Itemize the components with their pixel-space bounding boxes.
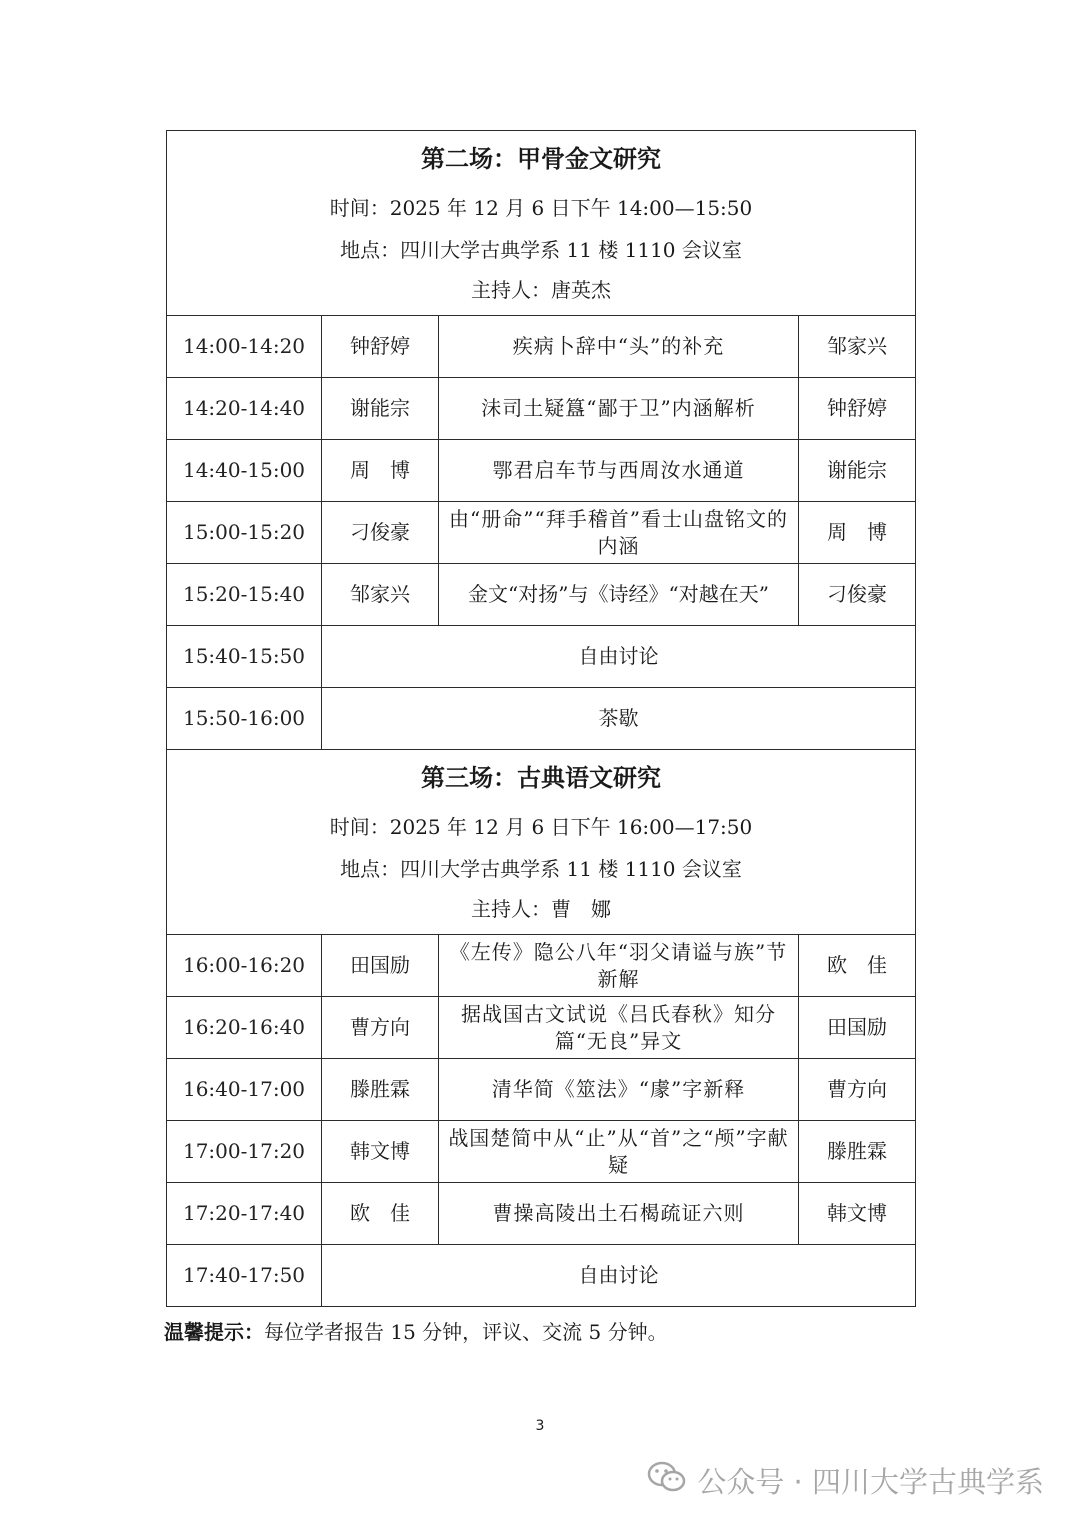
wechat-icon	[647, 1460, 697, 1501]
table-row	[167, 440, 916, 502]
slot-time: 15:00-15:20	[167, 502, 322, 564]
reviewer-name: 曹方向	[799, 1059, 916, 1121]
speaker-name: 滕胜霖	[322, 1059, 439, 1121]
discussion-row	[167, 1245, 916, 1307]
session-2-title: 第二场：甲骨金文研究	[421, 144, 661, 173]
table-row	[167, 378, 916, 440]
reminder-text: 每位学者报告 15 分钟，评议、交流 5 分钟。	[264, 1320, 668, 1344]
break-label: 茶歇	[322, 688, 916, 750]
talk-topic: 由“册命”“拜手稽首”看士山盘铭文的内涵	[439, 502, 799, 564]
slot-time: 16:00-16:20	[167, 935, 322, 997]
talk-topic: 鄂君启车节与西周汝水通道	[439, 440, 799, 502]
table-row	[167, 935, 916, 997]
talk-topic: 沬司土疑簋“鄙于卫”内涵解析	[439, 378, 799, 440]
reviewer-name: 刁俊豪	[799, 564, 916, 626]
reviewer-name: 韩文博	[799, 1183, 916, 1245]
slot-time: 15:50-16:00	[167, 688, 322, 750]
talk-topic: 据战国古文试说《吕氏春秋》知分篇“无良”异文	[439, 997, 799, 1059]
session-3-host: 主持人：曹 娜	[471, 897, 611, 921]
slot-time: 15:40-15:50	[167, 626, 322, 688]
talk-topic: 金文“对扬”与《诗经》“对越在天”	[439, 564, 799, 626]
talk-topic: 《左传》隐公八年“羽父请谥与族”节新解	[439, 935, 799, 997]
session-2-header	[167, 131, 916, 316]
slot-time: 17:40-17:50	[167, 1245, 322, 1307]
discussion-label: 自由讨论	[322, 1245, 916, 1307]
table-row	[167, 316, 916, 378]
slot-time: 16:40-17:00	[167, 1059, 322, 1121]
break-row	[167, 688, 916, 750]
watermark	[647, 1460, 1044, 1501]
page-number: 3	[535, 1418, 545, 1434]
speaker-name: 曹方向	[322, 997, 439, 1059]
slot-time: 15:20-15:40	[167, 564, 322, 626]
speaker-name: 田国励	[322, 935, 439, 997]
slot-time: 16:20-16:40	[167, 997, 322, 1059]
table-row	[167, 997, 916, 1059]
table-row	[167, 1183, 916, 1245]
talk-topic: 清华简《筮法》“豦”字新释	[439, 1059, 799, 1121]
slot-time: 14:00-14:20	[167, 316, 322, 378]
table-row	[167, 502, 916, 564]
reviewer-name: 谢能宗	[799, 440, 916, 502]
slot-time: 14:40-15:00	[167, 440, 322, 502]
speaker-name: 邹家兴	[322, 564, 439, 626]
speaker-name: 刁俊豪	[322, 502, 439, 564]
reviewer-name: 欧 佳	[799, 935, 916, 997]
speaker-name: 谢能宗	[322, 378, 439, 440]
reviewer-name: 钟舒婷	[799, 378, 916, 440]
talk-topic: 曹操高陵出土石楬疏证六则	[439, 1183, 799, 1245]
session-3-time: 时间：2025 年 12 月 6 日下午 16:00—17:50	[329, 815, 753, 839]
session-3-title: 第三场：古典语文研究	[421, 763, 661, 792]
discussion-row	[167, 626, 916, 688]
reminder-label: 温馨提示：	[164, 1320, 264, 1344]
speaker-name: 钟舒婷	[322, 316, 439, 378]
reviewer-name: 滕胜霖	[799, 1121, 916, 1183]
speaker-name: 韩文博	[322, 1121, 439, 1183]
table-row	[167, 1059, 916, 1121]
slot-time: 14:20-14:40	[167, 378, 322, 440]
watermark-text: 公众号 · 四川大学古典学系	[697, 1465, 1044, 1499]
reminder-note	[164, 1316, 668, 1345]
slot-time: 17:00-17:20	[167, 1121, 322, 1183]
discussion-label: 自由讨论	[322, 626, 916, 688]
speaker-name: 欧 佳	[322, 1183, 439, 1245]
table-row	[167, 564, 916, 626]
reviewer-name: 邹家兴	[799, 316, 916, 378]
table-row	[167, 1121, 916, 1183]
speaker-name: 周 博	[322, 440, 439, 502]
session-3-place: 地点：四川大学古典学系 11 楼 1110 会议室	[340, 857, 742, 881]
session-2-time: 时间：2025 年 12 月 6 日下午 14:00—15:50	[329, 196, 753, 220]
session-2-host: 主持人：唐英杰	[471, 278, 611, 302]
slot-time: 17:20-17:40	[167, 1183, 322, 1245]
talk-topic: 疾病卜辞中“头”的补充	[439, 316, 799, 378]
session-3-header	[167, 750, 916, 935]
session-2-place: 地点：四川大学古典学系 11 楼 1110 会议室	[340, 238, 742, 262]
reviewer-name: 田国励	[799, 997, 916, 1059]
reviewer-name: 周 博	[799, 502, 916, 564]
talk-topic: 战国楚简中从“止”从“首”之“颅”字献疑	[439, 1121, 799, 1183]
conference-schedule-table	[166, 130, 916, 1307]
